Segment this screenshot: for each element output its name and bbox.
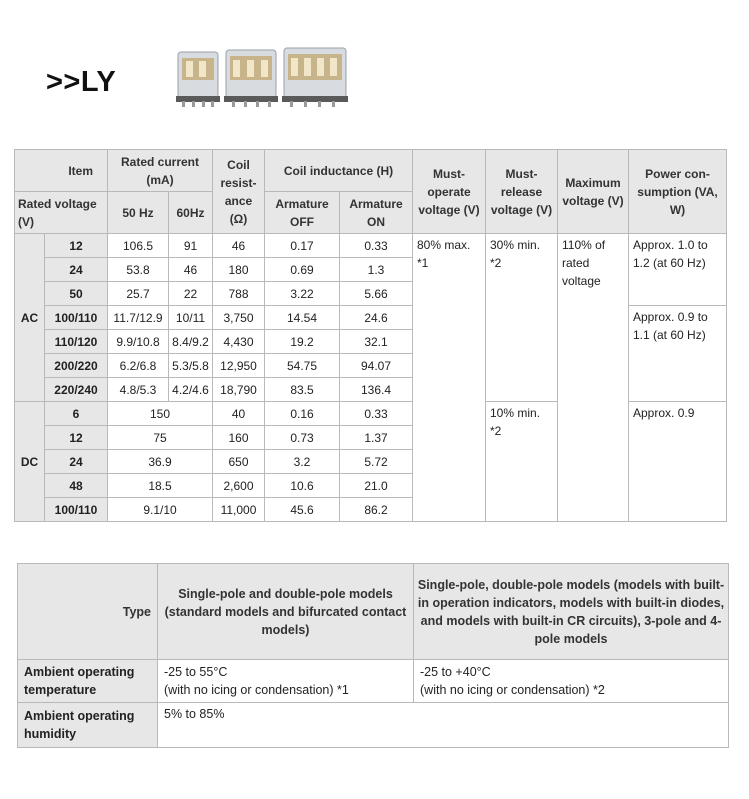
rated-voltage-cell: 200/220 bbox=[45, 354, 108, 378]
rated-voltage-cell: 6 bbox=[45, 402, 108, 426]
rated-current-cell: 150 bbox=[108, 402, 213, 426]
armature-on-cell: 0.33 bbox=[340, 234, 413, 258]
current-50hz-cell: 25.7 bbox=[108, 282, 169, 306]
rated-current-cell: 18.5 bbox=[108, 474, 213, 498]
standard-models-header: Single-pole and double-pole models (standard models and bifurcated contact models) bbox=[158, 564, 414, 660]
armature-off-cell: 0.69 bbox=[265, 258, 340, 282]
armature-off-header: Armature OFF bbox=[265, 192, 340, 234]
armature-on-cell: 136.4 bbox=[340, 378, 413, 402]
coil-resistance-cell: 3,750 bbox=[213, 306, 265, 330]
armature-off-cell: 3.2 bbox=[265, 450, 340, 474]
armature-off-cell: 19.2 bbox=[265, 330, 340, 354]
ac-group-label: AC bbox=[15, 234, 45, 402]
rated-voltage-cell: 12 bbox=[45, 426, 108, 450]
coil-resistance-cell: 46 bbox=[213, 234, 265, 258]
armature-off-cell: 3.22 bbox=[265, 282, 340, 306]
armature-on-cell: 86.2 bbox=[340, 498, 413, 522]
humidity-cell: 5% to 85% bbox=[158, 703, 729, 748]
armature-off-cell: 14.54 bbox=[265, 306, 340, 330]
table-row bbox=[18, 703, 729, 748]
temperature-special-cell bbox=[414, 660, 729, 703]
relay-product-photo bbox=[172, 46, 352, 108]
item-header: Item bbox=[15, 150, 108, 192]
humidity-label: Ambient operating humidity bbox=[18, 703, 158, 748]
max-voltage-cell: 110% of rated voltage bbox=[558, 234, 629, 522]
armature-on-cell: 24.6 bbox=[340, 306, 413, 330]
power-ac-cell-1: Approx. 1.0 to 1.2 (at 60 Hz) bbox=[629, 234, 727, 306]
current-60hz-cell: 91 bbox=[169, 234, 213, 258]
armature-on-cell: 21.0 bbox=[340, 474, 413, 498]
temperature-label: Ambient operating temperature bbox=[18, 660, 158, 703]
armature-on-cell: 94.07 bbox=[340, 354, 413, 378]
current-50hz-cell: 6.2/6.8 bbox=[108, 354, 169, 378]
rated-voltage-cell: 12 bbox=[45, 234, 108, 258]
armature-on-cell: 1.37 bbox=[340, 426, 413, 450]
coil-resistance-cell: 180 bbox=[213, 258, 265, 282]
armature-off-cell: 83.5 bbox=[265, 378, 340, 402]
coil-resistance-cell: 788 bbox=[213, 282, 265, 306]
armature-on-cell: 5.66 bbox=[340, 282, 413, 306]
rated-voltage-header: Rated voltage (V) bbox=[15, 192, 108, 234]
must-release-ac-cell: 30% min. *2 bbox=[486, 234, 558, 402]
must-release-header: Must-release voltage (V) bbox=[486, 150, 558, 234]
armature-on-header: Armature ON bbox=[340, 192, 413, 234]
current-60hz-cell: 8.4/9.2 bbox=[169, 330, 213, 354]
current-50hz-cell: 11.7/12.9 bbox=[108, 306, 169, 330]
power-consumption-header: Power con-sumption (VA, W) bbox=[629, 150, 727, 234]
coil-inductance-header: Coil inductance (H) bbox=[265, 150, 413, 192]
coil-resistance-cell: 650 bbox=[213, 450, 265, 474]
armature-on-cell: 32.1 bbox=[340, 330, 413, 354]
coil-resistance-cell: 11,000 bbox=[213, 498, 265, 522]
current-60hz-cell: 4.2/4.6 bbox=[169, 378, 213, 402]
temperature-standard-cell bbox=[158, 660, 414, 703]
temperature-range: -25 to 55°C bbox=[164, 665, 228, 679]
rated-current-cell: 9.1/10 bbox=[108, 498, 213, 522]
armature-off-cell: 10.6 bbox=[265, 474, 340, 498]
rated-voltage-cell: 50 bbox=[45, 282, 108, 306]
armature-on-cell: 1.3 bbox=[340, 258, 413, 282]
armature-off-cell: 45.6 bbox=[265, 498, 340, 522]
rated-voltage-cell: 100/110 bbox=[45, 498, 108, 522]
coil-resistance-cell: 2,600 bbox=[213, 474, 265, 498]
special-models-header: Single-pole, double-pole models (models with built-in operation indicators, models with built-in diodes, and models with built-in CR circuits), 3-pole and 4-pole models bbox=[414, 564, 729, 660]
current-60hz-header: 60Hz bbox=[169, 192, 213, 234]
armature-off-cell: 0.73 bbox=[265, 426, 340, 450]
rated-voltage-cell: 110/120 bbox=[45, 330, 108, 354]
coil-resistance-cell: 4,430 bbox=[213, 330, 265, 354]
relay-4-pole bbox=[282, 48, 348, 107]
max-voltage-header: Maximum voltage (V) bbox=[558, 150, 629, 234]
temperature-range: -25 to +40°C bbox=[420, 665, 491, 679]
current-60hz-cell: 46 bbox=[169, 258, 213, 282]
rated-current-cell: 36.9 bbox=[108, 450, 213, 474]
must-operate-cell: 80% max. *1 bbox=[413, 234, 486, 522]
coil-resistance-cell: 40 bbox=[213, 402, 265, 426]
armature-off-cell: 0.16 bbox=[265, 402, 340, 426]
dc-group-label: DC bbox=[15, 402, 45, 522]
environment-table bbox=[17, 563, 729, 748]
rated-voltage-cell: 100/110 bbox=[45, 306, 108, 330]
must-release-dc-cell: 10% min. *2 bbox=[486, 402, 558, 522]
power-ac-cell-2: Approx. 0.9 to 1.1 (at 60 Hz) bbox=[629, 306, 727, 402]
current-60hz-cell: 22 bbox=[169, 282, 213, 306]
current-50hz-header: 50 Hz bbox=[108, 192, 169, 234]
armature-off-cell: 54.75 bbox=[265, 354, 340, 378]
current-60hz-cell: 5.3/5.8 bbox=[169, 354, 213, 378]
coil-resistance-header: Coil resist-ance (Ω) bbox=[213, 150, 265, 234]
power-dc-cell: Approx. 0.9 bbox=[629, 402, 727, 522]
rated-current-header: Rated current (mA) bbox=[108, 150, 213, 192]
coil-resistance-cell: 12,950 bbox=[213, 354, 265, 378]
armature-on-cell: 5.72 bbox=[340, 450, 413, 474]
rated-current-cell: 75 bbox=[108, 426, 213, 450]
rated-voltage-cell: 48 bbox=[45, 474, 108, 498]
page-title: >>LY bbox=[46, 66, 117, 98]
armature-on-cell: 0.33 bbox=[340, 402, 413, 426]
current-60hz-cell: 10/11 bbox=[169, 306, 213, 330]
armature-off-cell: 0.17 bbox=[265, 234, 340, 258]
relay-3-pole bbox=[224, 50, 278, 107]
current-50hz-cell: 106.5 bbox=[108, 234, 169, 258]
must-operate-header: Must-operate voltage (V) bbox=[413, 150, 486, 234]
current-50hz-cell: 53.8 bbox=[108, 258, 169, 282]
type-header: Type bbox=[18, 564, 158, 660]
coil-resistance-cell: 160 bbox=[213, 426, 265, 450]
rated-voltage-cell: 24 bbox=[45, 450, 108, 474]
rated-voltage-cell: 220/240 bbox=[45, 378, 108, 402]
current-50hz-cell: 9.9/10.8 bbox=[108, 330, 169, 354]
current-50hz-cell: 4.8/5.3 bbox=[108, 378, 169, 402]
temperature-note: (with no icing or condensation) *1 bbox=[164, 683, 349, 697]
table-row bbox=[18, 660, 729, 703]
rated-voltage-cell: 24 bbox=[45, 258, 108, 282]
relay-2-pole bbox=[176, 52, 220, 107]
table-row bbox=[15, 234, 727, 258]
coil-resistance-cell: 18,790 bbox=[213, 378, 265, 402]
ratings-table bbox=[14, 149, 727, 522]
temperature-note: (with no icing or condensation) *2 bbox=[420, 683, 605, 697]
